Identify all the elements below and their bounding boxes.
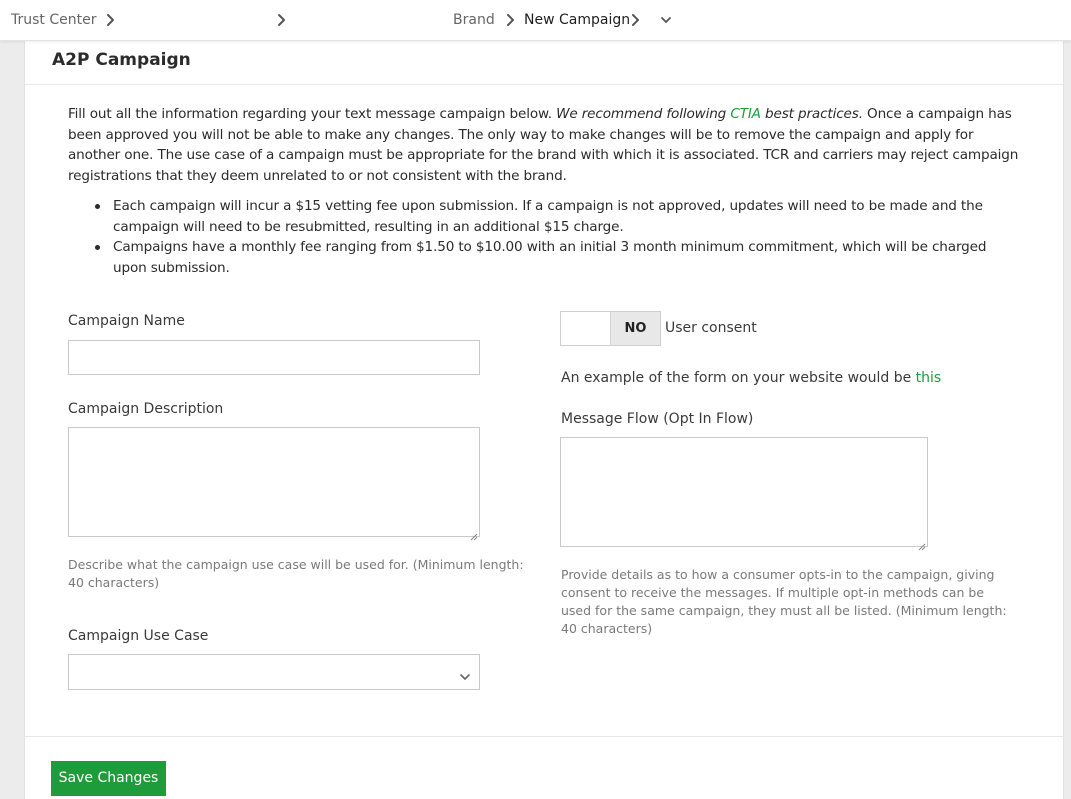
message-flow-textarea[interactable] xyxy=(560,437,928,547)
intro-italic-text: best practices. xyxy=(760,106,863,122)
campaign-use-case-label: Campaign Use Case xyxy=(68,628,209,644)
chevron-down-icon[interactable] xyxy=(660,12,674,28)
save-changes-button[interactable]: Save Changes xyxy=(51,761,166,796)
breadcrumb-item-brand[interactable]: Brand xyxy=(453,12,495,28)
chevron-down-icon xyxy=(459,667,471,677)
breadcrumb xyxy=(0,0,1071,41)
message-flow-help: Provide details as to how a consumer opts-in to the campaign, giving consent to receive the messages. If multiple opt-in methods can be used for the same campaign, they must all be listed. (Minimum length: 40 characters) xyxy=(561,567,1007,636)
campaign-description-help: Describe what the campaign use case will be used for. (Minimum length: 40 characters) xyxy=(68,557,524,590)
list-item: Each campaign will incur a $15 vetting fee upon submission. If a campaign is not approved, updates will need to be made and the campaign will need to be resubmitted, resulting in an additional $15 charge. xyxy=(68,196,1024,237)
ctia-link[interactable]: CTIA xyxy=(730,106,761,122)
intro-text xyxy=(68,104,1024,186)
intro-italic-text: We recommend following xyxy=(556,106,731,122)
breadcrumb-item-new-campaign: New Campaign xyxy=(524,12,631,28)
list-item: Campaigns have a monthly fee ranging from $1.50 to $10.00 with an initial 3 month minimum commitment, which will be charged upon submission. xyxy=(68,237,1024,278)
intro-italic xyxy=(556,106,863,122)
user-consent-label: User consent xyxy=(665,320,757,336)
campaign-use-case-select[interactable] xyxy=(68,654,480,690)
fee-list xyxy=(68,196,1024,278)
chevron-right-icon xyxy=(506,12,518,28)
campaign-name-label: Campaign Name xyxy=(68,313,185,329)
resize-handle-icon[interactable] xyxy=(917,536,926,545)
campaign-name-input[interactable] xyxy=(68,340,480,375)
divider xyxy=(25,736,1063,737)
campaign-panel xyxy=(24,41,1064,799)
example-form-link[interactable]: this xyxy=(915,370,942,386)
chevron-right-icon xyxy=(631,12,643,28)
user-consent-toggle[interactable] xyxy=(560,311,661,346)
chevron-right-icon xyxy=(277,12,289,28)
intro-text-part: Once a campaign has been approved you will not be able to make any changes. The only way to make changes will be to remove the campaign and apply for another one. The use case of a campaign must be appropriate for the brand with which it is associated. TCR and carriers may reject campaign registrations that they deem unrelated to or not consistent with the brand. xyxy=(68,106,1019,184)
divider xyxy=(25,84,1063,85)
example-form-text-part: An example of the form on your website would be xyxy=(561,370,916,386)
message-flow-label: Message Flow (Opt In Flow) xyxy=(561,411,754,427)
campaign-description-label: Campaign Description xyxy=(68,401,224,417)
breadcrumb-item-trust-center[interactable]: Trust Center xyxy=(11,12,97,28)
user-consent-toggle-state: NO xyxy=(610,312,660,345)
resize-handle-icon[interactable] xyxy=(469,526,478,535)
chevron-right-icon xyxy=(106,12,118,28)
example-form-text xyxy=(561,369,941,387)
intro-text-part: Fill out all the information regarding your text message campaign below. xyxy=(68,106,557,122)
page-title: A2P Campaign xyxy=(52,50,191,70)
campaign-description-textarea[interactable] xyxy=(68,427,480,537)
